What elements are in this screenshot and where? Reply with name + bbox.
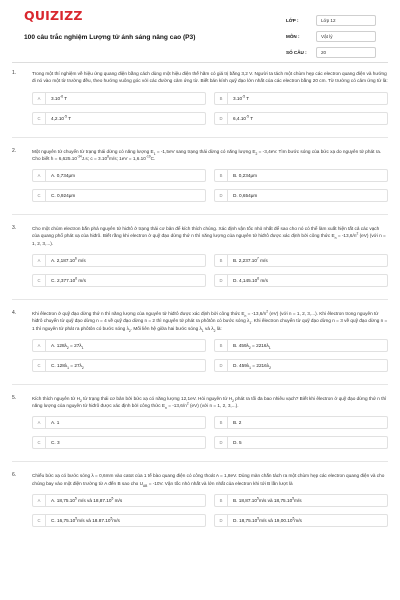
question-text: Một nguyên tử chuyển từ trạng thái dừng có năng lượng $E_1 = -1,5eV$ sang trạng thái dừng có năng lượng $E_2 = -3,4eV$. Tìm bước sóng của bức xạ do nguyên tử phát ra. Cho biết $h = 6,625.10^{-34}J.s$; $c = 3.10^8m/s$; $1eV = 1,6.10^{-19}C$. bbox=[32, 148, 382, 161]
option-text: A. 2,187.10$^6$ m/s bbox=[51, 256, 86, 263]
question-5 bbox=[12, 395, 388, 463]
answer-option-c[interactable] bbox=[32, 112, 206, 125]
option-letter: B bbox=[215, 417, 228, 428]
option-text: D. $459\lambda_1 = 2216\lambda_2$ bbox=[233, 362, 271, 370]
answer-option-a[interactable] bbox=[32, 339, 206, 352]
option-letter: D bbox=[215, 360, 228, 371]
question-6 bbox=[12, 472, 388, 527]
meta-value-class: Lớp 12 bbox=[316, 15, 376, 26]
answer-option-d[interactable] bbox=[214, 112, 388, 125]
option-letter: D bbox=[215, 437, 228, 448]
question-number: 5. bbox=[12, 394, 17, 401]
option-text: B. $459\lambda_2 = 2216\lambda_1$ bbox=[233, 342, 271, 350]
question-number: 2. bbox=[12, 147, 17, 154]
question-divider bbox=[12, 214, 388, 215]
option-text: B. 2,237.10$^7$ m/s bbox=[233, 256, 268, 263]
worksheet-header bbox=[12, 0, 388, 62]
option-text: C. 0,924μm bbox=[51, 193, 76, 199]
answer-option-b[interactable] bbox=[214, 494, 388, 507]
option-letter: B bbox=[215, 340, 228, 351]
quizizz-logo: QUIZIZZ bbox=[24, 8, 83, 23]
question-1 bbox=[12, 70, 388, 138]
answer-option-d[interactable] bbox=[214, 189, 388, 202]
option-letter: C bbox=[33, 515, 46, 526]
question-number: 1. bbox=[12, 70, 17, 76]
option-letter: B bbox=[215, 170, 228, 181]
answer-option-a[interactable] bbox=[32, 494, 206, 507]
answer-option-b[interactable] bbox=[214, 169, 388, 182]
question-4 bbox=[12, 310, 388, 385]
option-letter: A bbox=[33, 170, 46, 181]
answer-option-b[interactable] bbox=[214, 92, 388, 105]
question-text: Trong một thí nghiệm về hiệu ứng quang điện bằng cách dùng một hiệu điện thế hãm có giá trị bằng 3,2 V. Người ta tách một chùm hẹp các electron quang điện và hướng đi nó vào một từ trường đều, theo hướng vuông góc với các đường cảm ứng từ. Biết bán kính quỹ đạo lớn nhất của các electron bằng 20 cm. Từ trường có cảm ứng từ là: bbox=[32, 71, 388, 84]
answer-option-b[interactable] bbox=[214, 254, 388, 267]
option-text: D. 0,654μm bbox=[233, 193, 258, 199]
answer-options bbox=[32, 494, 388, 527]
answer-option-b[interactable] bbox=[214, 339, 388, 352]
question-number: 3. bbox=[12, 225, 17, 232]
answer-option-a[interactable] bbox=[32, 254, 206, 267]
option-letter: C bbox=[33, 275, 46, 286]
option-text: $3.10^{-6}$ T bbox=[51, 94, 68, 101]
option-letter: B bbox=[215, 495, 228, 506]
answer-option-c[interactable] bbox=[32, 514, 206, 527]
option-letter: A bbox=[33, 417, 46, 428]
question-text: Cho một chùm electron bắn phá nguyên tử hiđrô ở trạng thái cơ bản để kích thích chúng. Xác định vận tốc nhỏ nhất để sao cho nó có thể làm xuất hiện tất cả các vạch của quang phổ phát xạ của hiđrô. Biết rằng khi electron ở quỹ đạo dừng thứ n thì năng lượng của nguyên tử hiđrô được xác định bởi công thức $E_n = -13,6/n^2$ (eV) (với n = 1, 2, 3,...). bbox=[32, 226, 386, 246]
question-divider bbox=[12, 299, 388, 300]
answer-options bbox=[32, 254, 388, 287]
option-letter: D bbox=[215, 113, 228, 124]
answer-option-d[interactable] bbox=[214, 436, 388, 449]
meta-label: LỚP : bbox=[286, 17, 299, 23]
option-text: A. 0,734μm bbox=[51, 173, 76, 179]
answer-option-a[interactable] bbox=[32, 416, 206, 429]
option-letter: A bbox=[33, 255, 46, 266]
option-letter: C bbox=[33, 113, 46, 124]
answer-options bbox=[32, 92, 388, 125]
question-number: 6. bbox=[12, 472, 17, 479]
option-letter: D bbox=[215, 275, 228, 286]
meta-value-subject: Vật lý bbox=[316, 31, 376, 42]
answer-option-d[interactable] bbox=[214, 514, 388, 527]
meta-row-class bbox=[286, 12, 376, 28]
meta-row-subject bbox=[286, 28, 376, 44]
meta-row-count bbox=[286, 44, 376, 60]
question-text: Kích thích nguyên tử $H_2$ từ trạng thái cơ bản bởi bức xạ có năng lượng 12,1eV. Hỏi nguyên tử $H_2$ phát ra tối đa bao nhiêu vạch? Biết khi êlectron ở quỹ đạo dừng thứ n thì năng lượng của nguyên tử hiđrô được xác định bởi công thức $E_n = -13,6/n^2$ (eV) (với n = 1, 2, 3,...). bbox=[32, 395, 387, 411]
option-text: $6,4.10^{-5}$ T bbox=[233, 114, 254, 121]
option-text: C. 2,377.10$^6$ m/s bbox=[51, 276, 86, 283]
question-text: Khi êlectron ở quỹ đạo dừng thứ n thì năng lượng của nguyên tử hiđrô được xác định bởi công thức $E_n = -13,6/n^2$ (eV) (với n = 1, 2, 3,...). Khi êlectron trong nguyên tử hiđrô chuyển từ quỹ đạo dừng n = 4 về quỹ đạo dừng n = 2 thì nguyên tử phát ra phôtôn có bước sóng $\lambda_1$. Khi êlectron chuyển từ quỹ đạo dừng n = 3 về quỹ đạo dừng n = 1 thì nguyên tử phát ra phôtôn có bước sóng $\lambda_2$. Mối liên hệ giữa hai bước sóng $\lambda_1$ và $\lambda_2$ là: bbox=[32, 309, 388, 333]
option-letter: C bbox=[33, 190, 46, 201]
option-text: C. 16,75.10$^5$m/s và 18.87.10$^5$m/s bbox=[51, 516, 120, 523]
worksheet-meta bbox=[286, 12, 376, 60]
question-3 bbox=[12, 225, 388, 300]
option-text: A. $128\lambda_2 = 27\lambda_1$ bbox=[51, 342, 84, 350]
answer-options bbox=[32, 169, 388, 202]
answer-option-b[interactable] bbox=[214, 416, 388, 429]
answer-options bbox=[32, 416, 388, 449]
option-letter: D bbox=[215, 515, 228, 526]
answer-option-c[interactable] bbox=[32, 359, 206, 372]
option-text: B. 2 bbox=[233, 420, 242, 426]
meta-value-count: 20 bbox=[316, 47, 376, 58]
option-letter: A bbox=[33, 93, 46, 104]
question-divider bbox=[12, 461, 388, 462]
header-divider bbox=[12, 62, 388, 63]
answer-option-d[interactable] bbox=[214, 274, 388, 287]
answer-option-c[interactable] bbox=[32, 274, 206, 287]
option-text: B. 18,87.10$^5$m/s và 18,75.10$^5$m/s bbox=[233, 496, 302, 503]
option-text: D. 18,75.10$^5$m/s và 19,00.10$^5$m/s bbox=[233, 516, 302, 523]
option-letter: D bbox=[215, 190, 228, 201]
question-2 bbox=[12, 148, 388, 216]
question-text: Chiếu bức xạ có bước sóng λ = 0,6mm vào catot của 1 tế bào quang điện có công thoát A = 1,8eV. Dùng màn chắn tách ra một chùm hẹp các electron quang điện và cho chúng bay vào một điện trường từ A đến B sao cho $U_{AB} = -10V$. Vận tốc nhỏ nhất và lớn nhất của electron khi tới B lần lượt là bbox=[32, 473, 385, 488]
option-letter: B bbox=[215, 255, 228, 266]
option-letter: A bbox=[33, 495, 46, 506]
option-text: D. 5 bbox=[233, 440, 242, 446]
answer-option-c[interactable] bbox=[32, 189, 206, 202]
worksheet-title: 100 câu trắc nghiệm Lượng tử ánh sáng nâng cao (P3) bbox=[24, 34, 196, 41]
option-text: C. 3 bbox=[51, 440, 60, 446]
option-letter: C bbox=[33, 437, 46, 448]
question-number: 4. bbox=[12, 309, 17, 316]
question-divider bbox=[12, 137, 388, 138]
option-letter: B bbox=[215, 93, 228, 104]
answer-options bbox=[32, 339, 388, 372]
option-text: A. 1 bbox=[51, 420, 60, 426]
answer-option-c[interactable] bbox=[32, 436, 206, 449]
meta-label: MÔN : bbox=[286, 33, 300, 39]
answer-option-d[interactable] bbox=[214, 359, 388, 372]
option-text: B. 0,234μm bbox=[233, 173, 258, 179]
answer-option-a[interactable] bbox=[32, 169, 206, 182]
option-letter: C bbox=[33, 360, 46, 371]
question-list bbox=[12, 70, 388, 527]
question-divider bbox=[12, 384, 388, 385]
option-text: A. 18,75.10$^5$ m/s và 18,87.10$^5$ m/s bbox=[51, 496, 123, 503]
meta-label: SỐ CÂU : bbox=[286, 49, 307, 55]
option-text: $4,2.10^{-5}$ T bbox=[51, 114, 72, 121]
option-text: D. 4,145.10$^6$ m/s bbox=[233, 276, 268, 283]
answer-option-a[interactable] bbox=[32, 92, 206, 105]
option-letter: A bbox=[33, 340, 46, 351]
option-text: C. $128\lambda_1 = 27\lambda_2$ bbox=[51, 362, 84, 370]
option-text: $3.10^{-5}$ T bbox=[233, 94, 250, 101]
